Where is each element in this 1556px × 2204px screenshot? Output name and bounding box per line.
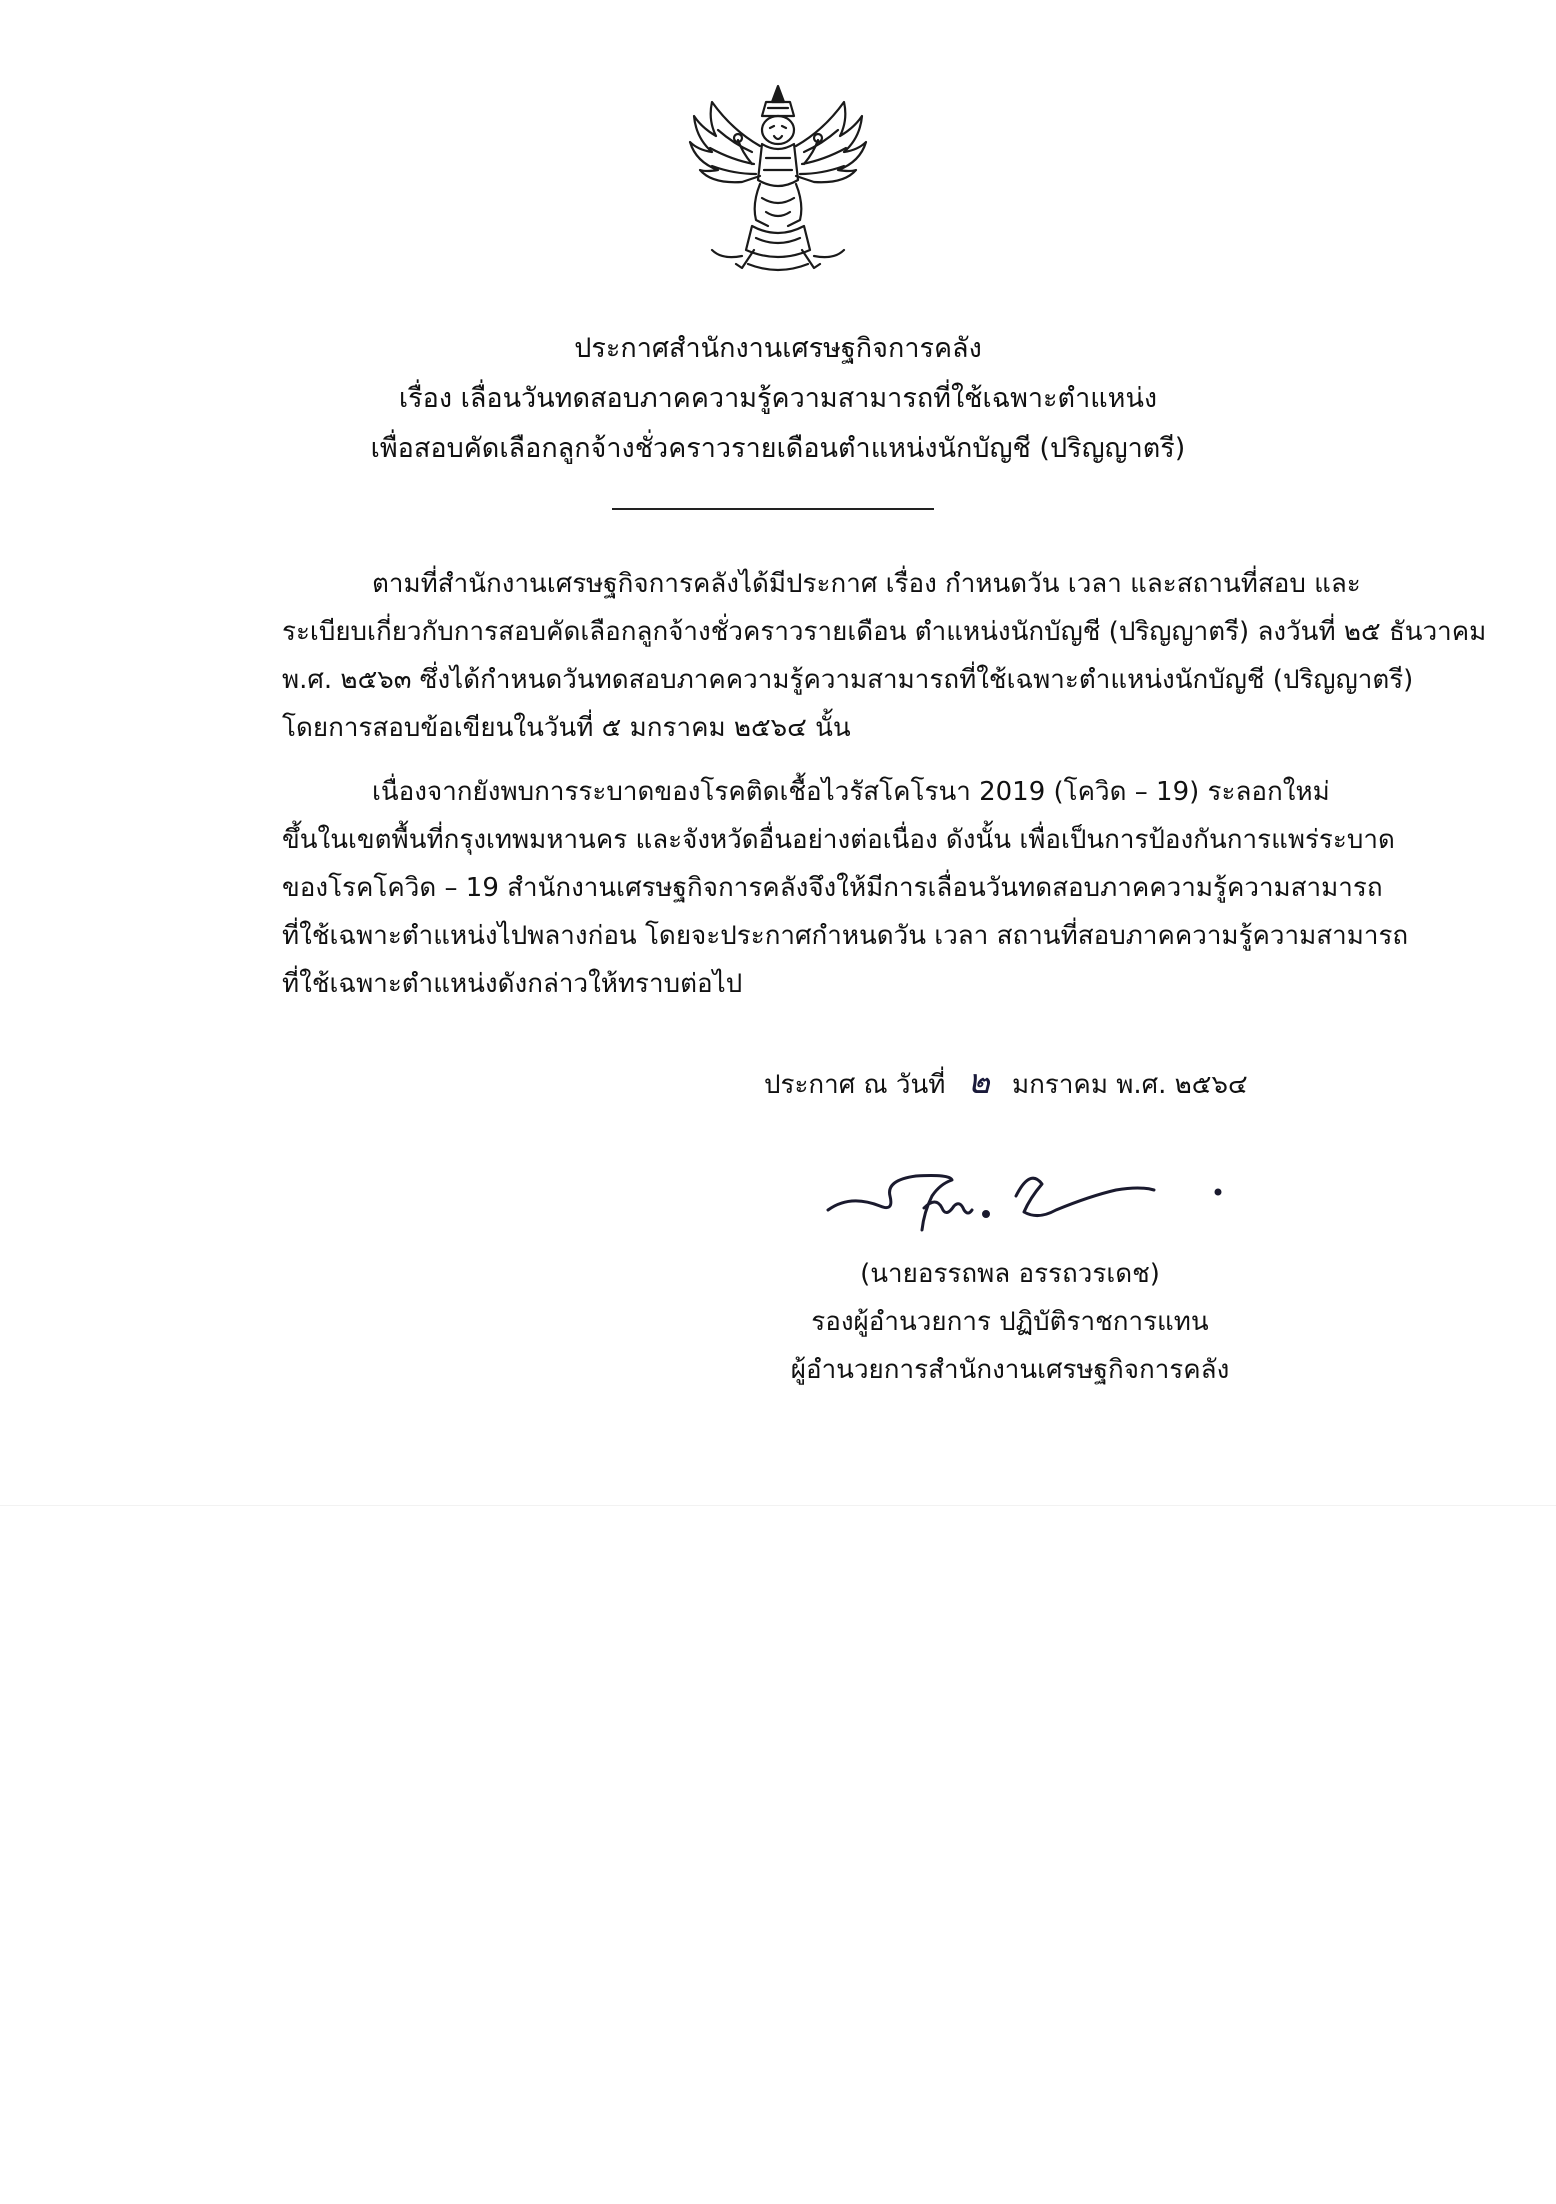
scan-fold-line: [0, 1505, 1556, 1506]
paragraph-line: ระเบียบเกี่ยวกับการสอบคัดเลือกลูกจ้างชั่วคราวรายเดือน ตำแหน่งนักบัญชี (ปริญญาตรี) ลงวันที่ ๒๕ ธันวาคม: [282, 617, 1487, 647]
date-suffix: มกราคม พ.ศ. ๒๕๖๔: [1011, 1070, 1248, 1100]
handwritten-signature: [820, 1150, 1240, 1260]
paragraph-line: ที่ใช้เฉพาะตำแหน่งดังกล่าวให้ทราบต่อไป: [282, 969, 743, 999]
paragraph-line: ขึ้นในเขตพื้นที่กรุงเทพมหานคร และจังหวัดอื่นอย่างต่อเนื่อง ดังนั้น เพื่อเป็นการป้องกันการแพร่ระบาด: [282, 825, 1395, 855]
heading-subject: เรื่อง เลื่อนวันทดสอบภาคความรู้ความสามารถที่ใช้เฉพาะตำแหน่ง: [398, 383, 1158, 414]
garuda-emblem-icon: [682, 80, 874, 280]
heading-subject-continued: เพื่อสอบคัดเลือกลูกจ้างชั่วคราวรายเดือนตำแหน่งนักบัญชี (ปริญญาตรี): [370, 433, 1186, 464]
paragraph-line: โดยการสอบข้อเขียนในวันที่ ๕ มกราคม ๒๕๖๔ นั้น: [282, 713, 851, 743]
paragraph-line: เนื่องจากยังพบการระบาดของโรคติดเชื้อไวรัสโคโรนา 2019 (โควิด – 19) ระลอกใหม่: [372, 777, 1330, 807]
announcement-date: [764, 1058, 1248, 1109]
signer-organization: ผู้อำนวยการสำนักงานเศรษฐกิจการคลัง: [790, 1355, 1230, 1385]
paragraph-line: ที่ใช้เฉพาะตำแหน่งไปพลางก่อน โดยจะประกาศกำหนดวัน เวลา สถานที่สอบภาคความรู้ความสามารถ: [282, 921, 1409, 951]
paragraph-line: ตามที่สำนักงานเศรษฐกิจการคลังได้มีประกาศ เรื่อง กำหนดวัน เวลา และสถานที่สอบ และ: [372, 569, 1361, 599]
paragraph-line: ของโรคโควิด – 19 สำนักงานเศรษฐกิจการคลังจึงให้มีการเลื่อนวันทดสอบภาคความรู้ความสามารถ: [282, 873, 1383, 903]
signer-name: (นายอรรถพล อรรถวรเดช): [860, 1259, 1160, 1289]
signer-position: รองผู้อำนวยการ ปฏิบัติราชการแทน: [811, 1307, 1209, 1337]
heading-divider: [612, 508, 934, 510]
paragraph-postponement: [282, 768, 1414, 1008]
heading-title: ประกาศสำนักงานเศรษฐกิจการคลัง: [574, 333, 982, 364]
announcement-heading: [278, 324, 1278, 474]
signer-block: [600, 1250, 1420, 1394]
paragraph-background: [282, 560, 1487, 752]
paragraph-line: พ.ศ. ๒๕๖๓ ซึ่งได้กำหนดวันทดสอบภาคความรู้ความสามารถที่ใช้เฉพาะตำแหน่งนักบัญชี (ปริญญาตรี): [282, 665, 1414, 695]
date-prefix: ประกาศ ณ วันที่: [764, 1070, 946, 1100]
handwritten-day: ๒: [967, 1062, 990, 1102]
